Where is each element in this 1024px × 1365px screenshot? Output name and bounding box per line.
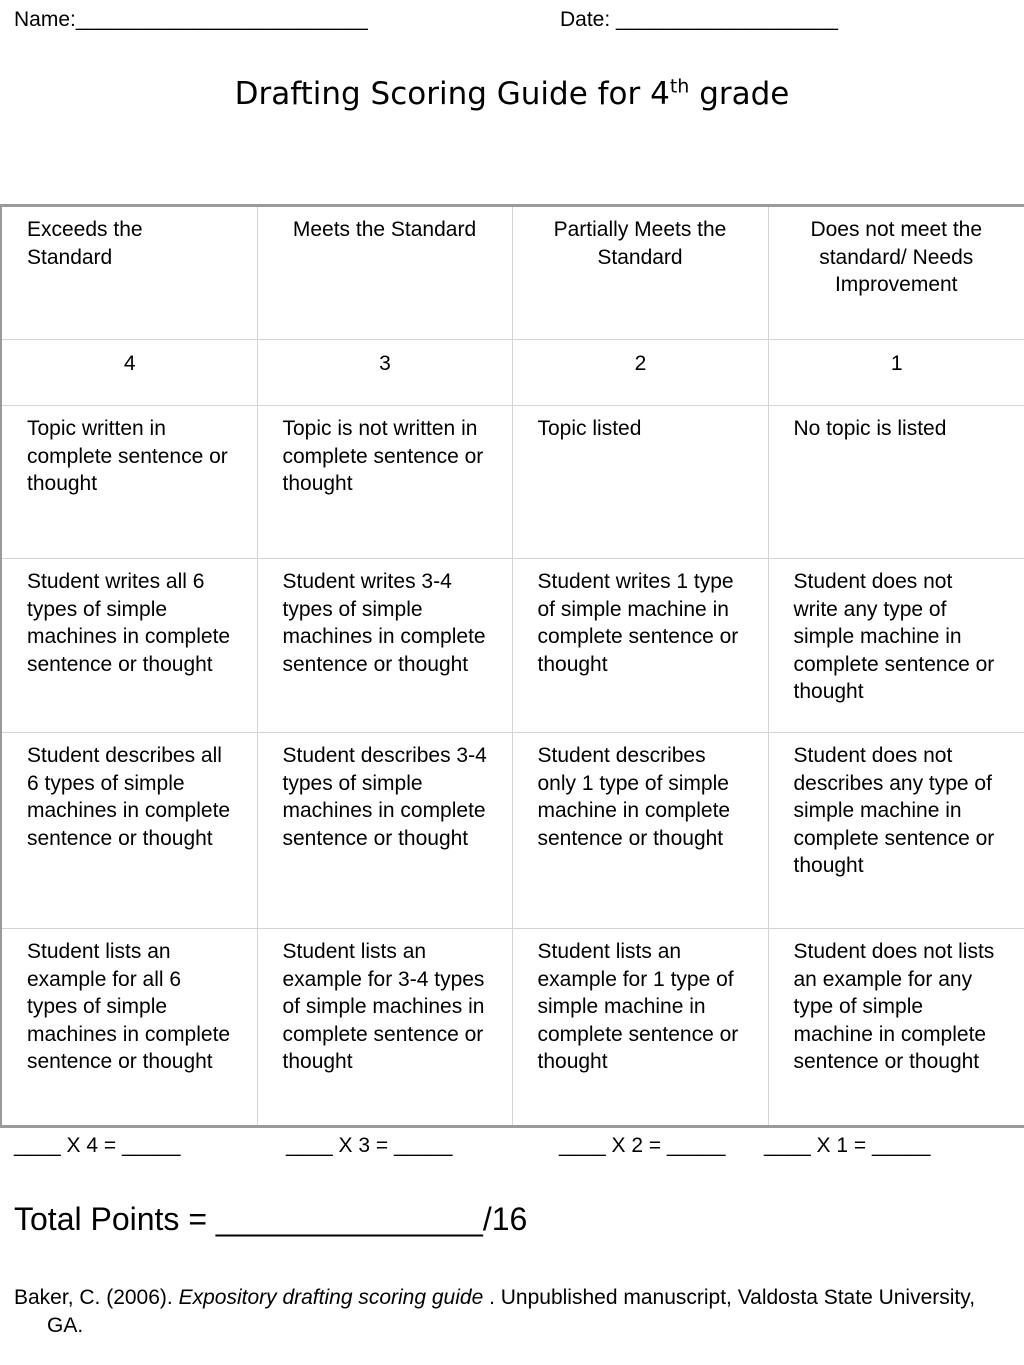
table-cell: Student does not write any type of simple machine in complete sentence or thought [768, 559, 1024, 733]
header-does-not-meet: Does not meet the standard/ Needs Improvement [768, 206, 1024, 340]
table-row-topic [1, 406, 1024, 559]
score-cell: 4 [1, 340, 257, 406]
scoring-rubric-table [0, 204, 1024, 1128]
header-partially-meets: Partially Meets the Standard [512, 206, 768, 340]
header-meets: Meets the Standard [257, 206, 512, 340]
calculation-x3: ____ X 3 = _____ [286, 1134, 453, 1157]
table-cell: Student does not describes any type of simple machine in complete sentence or thought [768, 733, 1024, 929]
table-row-writes [1, 559, 1024, 733]
table-cell: Topic is not written in complete sentence or thought [257, 406, 512, 559]
name-field-line: Name:_________________________ [14, 8, 368, 31]
score-cell: 3 [257, 340, 512, 406]
page-title [0, 76, 1024, 112]
table-cell: Topic written in complete sentence or thought [1, 406, 257, 559]
table-cell: Student describes 3-4 types of simple machines in complete sentence or thought [257, 733, 512, 929]
score-cell: 2 [512, 340, 768, 406]
score-cell: 1 [768, 340, 1024, 406]
table-cell: Student lists an example for 3-4 types of simple machines in complete sentence or thought [257, 929, 512, 1127]
calculation-x2: ____ X 2 = _____ [559, 1134, 726, 1157]
citation-prefix: Baker, C. (2006). [14, 1286, 179, 1309]
table-row-describes [1, 733, 1024, 929]
calculation-x1: ____ X 1 = _____ [764, 1134, 931, 1157]
citation-title: Expository drafting scoring guide [178, 1286, 484, 1309]
title-suffix: grade [689, 76, 790, 112]
score-row [1, 340, 1024, 406]
citation-suffix: . Unpublished manuscript, Valdosta State University, GA. [47, 1286, 976, 1337]
table-header-row [1, 206, 1024, 340]
table-cell: Student does not lists an example for any type of simple machine in complete sentence or thought [768, 929, 1024, 1127]
calculation-x4: ____ X 4 = _____ [14, 1134, 181, 1157]
table-cell: Student describes only 1 type of simple machine in complete sentence or thought [512, 733, 768, 929]
table-cell: Student writes 3-4 types of simple machines in complete sentence or thought [257, 559, 512, 733]
date-field-line: Date: ___________________ [560, 8, 838, 31]
table-cell: Student writes 1 type of simple machine in complete sentence or thought [512, 559, 768, 733]
table-cell: Student lists an example for all 6 types of simple machines in complete sentence or thought [1, 929, 257, 1127]
title-superscript: th [669, 75, 690, 98]
table-cell: Student lists an example for 1 type of simple machine in complete sentence or thought [512, 929, 768, 1127]
table-cell: Student writes all 6 types of simple machines in complete sentence or thought [1, 559, 257, 733]
table-row-examples [1, 929, 1024, 1127]
table-cell: Student describes all 6 types of simple machines in complete sentence or thought [1, 733, 257, 929]
title-main: Drafting Scoring Guide for 4 [234, 76, 670, 112]
header-exceeds: Exceeds the Standard [1, 206, 257, 340]
table-cell: No topic is listed [768, 406, 1024, 559]
total-points: Total Points = _______________/16 [14, 1201, 528, 1237]
citation [14, 1284, 1004, 1340]
table-cell: Topic listed [512, 406, 768, 559]
